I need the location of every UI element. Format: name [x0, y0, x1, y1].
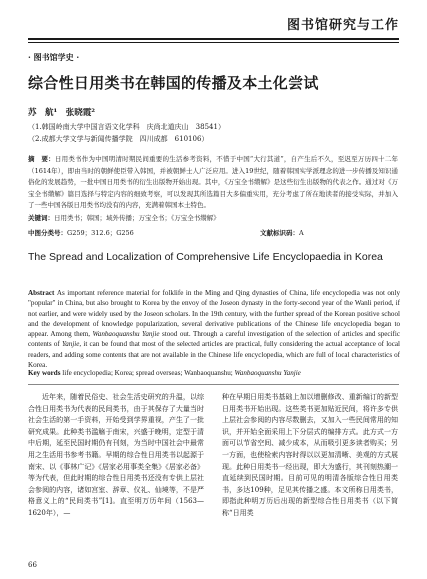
doc-code-value: A — [299, 229, 304, 237]
abstract-en-text-2: stood out. Through a careful investigation of the selection of articles and specific contents of — [28, 330, 401, 349]
body-paragraph-right: 种在早期日用类书基础上加以增删修改、重新编订的新型日用类书开始出现。这些类书更加贴近民间，将许多专供上层社会参阅的内容尽数删去，又加入一些民间常用的知识，并开始全面采用上下分层式的编排方式。此方式一方面可以节省空间、减少成本，从而吸引更多读者购买；另一方面，也使检索内容时得以以更加清晰、美观的方式展现。此种日用类书一经出现，即大为盛行，其刊刻热潮一直延续到民国时期。目前可见的明清各版综合性日用类书，多达109种，足见其传播之盛。本文所称日用类书，即指此种明万历后出现的新型综合性日用类书（以下简称“日用类 — [222, 393, 398, 517]
journal-name: 图书馆研究与工作 — [286, 18, 399, 33]
header-rule-thin — [28, 42, 399, 43]
clc-label: 中图分类号： — [28, 229, 67, 237]
abstract-en-italic-2: Yanjie — [61, 340, 80, 349]
article-title-cn: 综合性日用类书在韩国的传播及本土化尝试 — [28, 74, 319, 92]
section-divider — [28, 384, 399, 385]
clc-value: G259；312.6；G256 — [67, 229, 134, 237]
abstract-en-italic-1: Wanbaoquanshu Yanjie — [92, 330, 160, 339]
keywords-cn — [28, 213, 220, 222]
affiliation-2: （2.成都大学文学与新闻传播学院 四川成都 610106） — [28, 135, 209, 143]
body-paragraph-left: 近年来，随着民俗史、社会生活史研究的升温，以综合性日用类书为代表的民间类书，由于其保存了大量当时社会生活的第一手资料，开始受到学界重视，产生了一批研究成果。此种类书滥觞于南宋，兴盛于晚明，定型于清中后期，延至民国时期仍有刊刻，为当时中国社会中最常用之生活用书参考书籍。早期的综合性日用类书以起源于南宋、以《事林广记》《居家必用事类全集》《居家必备》等为代表，但此时期的综合性日用类书还没有专供上层社会参阅的内容，诸如宫室、辞章、仪礼、仙境等，不是严格意义上的“民间类书”[1]。直至明万历年间（1563—1620年），— — [28, 393, 204, 517]
classification-row — [28, 228, 304, 237]
affiliation-1: （1.韩国岭南大学中国言语文化学科 庆尚北道庆山 38541） — [28, 123, 225, 131]
body-column-left — [28, 392, 204, 520]
authors: 苏 航¹ 张晓霞² — [28, 108, 95, 118]
page-number: 66 — [28, 561, 37, 569]
article-title-en: The Spread and Localization of Comprehensive Life Encyclopaedia in Korea — [28, 251, 383, 263]
abstract-cn-text: 日用类书作为中国明清时期民间重要的生活参考资料，不惜于中国“大行其道”，自产生后不久，至迟至万历四十二年（1614年），即由当时的朝鲜使臣带入韩国，并被朝鲜士人广泛应用。进入19世纪，随着韩国实学派理念的进一步传播及知识通俗化的发展趋势，一批中国日用类书的衍生出版物开始出现。其中，《万宝全书缵解》是这些衍生出版物的代表之作。通过对《万宝全书缵解》篇目选择与特定内容的细致考察，可以发现其所选篇目大多偏重实用，充分考虑了所在地读者的接受实际，并加入了一些中国各版日用类书均没有的内容，充满着韩国本土特色。 — [28, 155, 398, 209]
journal-header — [28, 14, 399, 40]
keywords-en — [28, 368, 400, 378]
abstract-cn-label: 摘 要： — [28, 155, 55, 163]
document-code — [260, 228, 304, 237]
abstract-en — [28, 288, 400, 370]
section-tag: · 图书馆学史 · — [28, 52, 80, 62]
abstract-en-text-1: As important reference material for folklife in the Ming and Qing dynasties of China, life encyclopedia was not only "popular" in China, but also brought to Korea by the envoy of the Joseon dynasty in the forty-second year of the Wanli period, if not earlier, and were widely used by the Joseon scholars. In the 19th century, with the further spread of the Korean positive school and the development of knowledge popularization, several derivative publications of the Chinese life encyclopedia began to appear. Among them, — [28, 289, 400, 339]
keywords-cn-label: 关键词： — [28, 214, 54, 222]
body-column-right — [222, 392, 398, 520]
keywords-en-label: Key words — [28, 369, 61, 377]
abstract-en-text-3: , it can be found that most of the selected articles are practical, fully considering the actual acceptance of local readers, and adding some contents that are not available in the Chinese life encyclopedia, which are full of local characteristics of Korea. — [28, 340, 400, 370]
clc-code — [28, 229, 134, 237]
abstract-en-label: Abstract — [28, 289, 55, 297]
doc-code-label: 文献标识码： — [260, 229, 299, 237]
keywords-en-italic: Wanbaoquanshu Yanjie — [234, 369, 301, 377]
header-rule-thick — [28, 38, 399, 40]
keywords-en-text: life encyclopedia; Korea; spread overseas; Wanbaoquanshu; — [62, 369, 235, 377]
abstract-cn — [28, 154, 398, 212]
keywords-cn-text: 日用类书；韩国；域外传播；万宝全书；《万宝全书缵解》 — [54, 214, 220, 222]
